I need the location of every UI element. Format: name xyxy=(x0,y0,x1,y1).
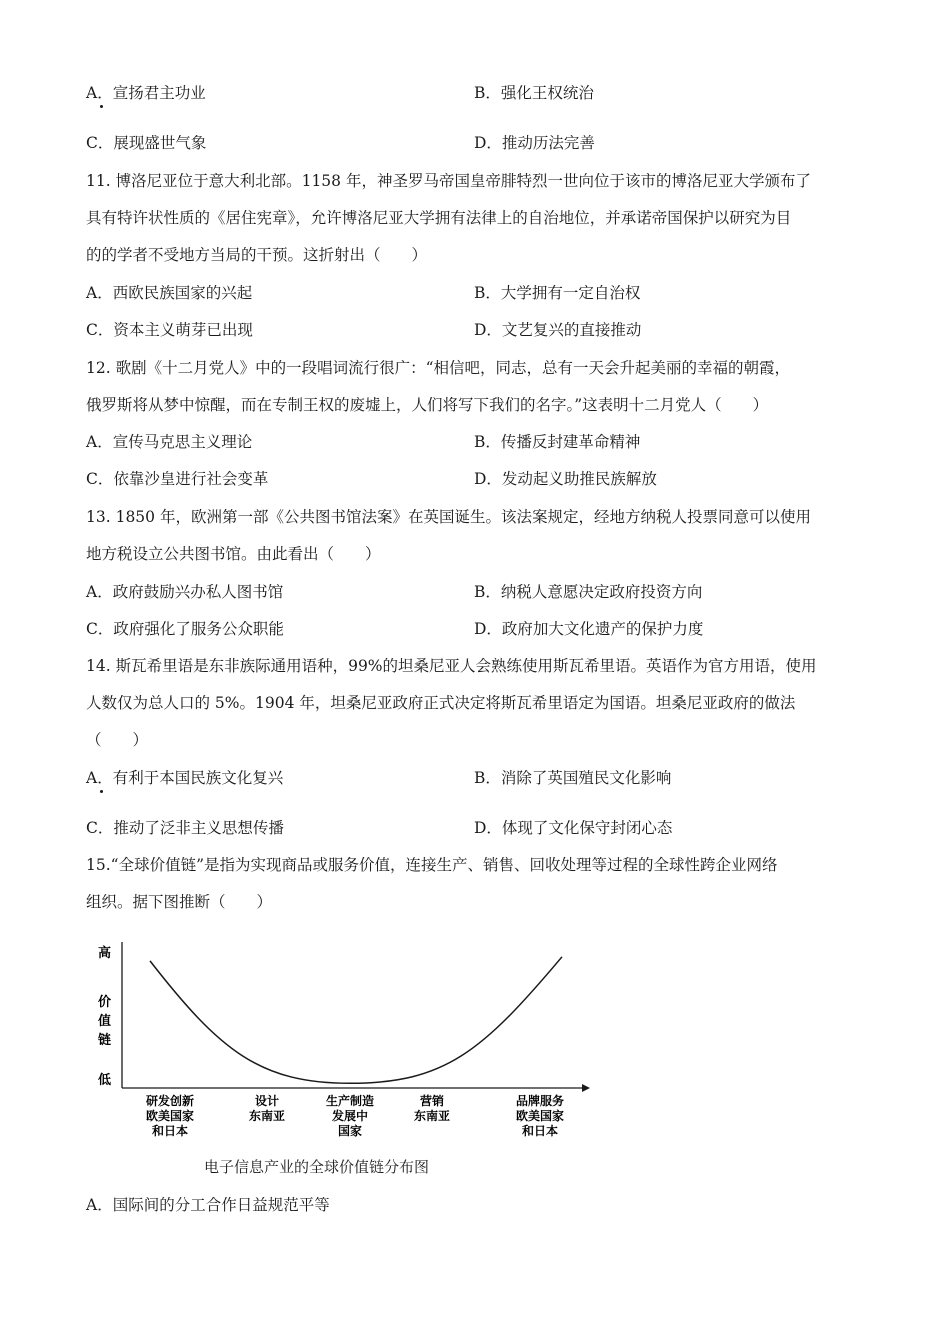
q10-option-d: D．推动历法完善 xyxy=(474,134,595,152)
value-chain-curve xyxy=(150,957,562,1083)
category-label: 品牌服务 xyxy=(515,1094,565,1108)
y-low-label: 低 xyxy=(98,1073,112,1088)
y-axis-label-char: 值 xyxy=(98,1014,112,1029)
q10-option-b: B．强化王权统治 xyxy=(474,84,594,102)
category-label: 和日本 xyxy=(521,1124,559,1138)
value-chain-chart xyxy=(92,938,602,1138)
q15-stem-line-2: 组织。据下图推断（ ） xyxy=(86,893,273,911)
category-labels xyxy=(145,1093,564,1138)
category-label: 东南亚 xyxy=(413,1109,451,1123)
q11-stem-line-1: 11. 博洛尼亚位于意大利北部。1158 年，神圣罗马帝国皇帝腓特烈一世向位于该市的博洛尼亚大学颁布了 xyxy=(86,172,811,190)
q12-option-d: D．发动起义助推民族解放 xyxy=(474,470,657,488)
q14-option-c: C．推动了泛非主义思想传播 xyxy=(86,819,284,837)
q12-option-c: C．依靠沙皇进行社会变革 xyxy=(86,470,269,488)
emphasis-dot xyxy=(100,105,103,108)
q12-stem-line-1: 12. 歌剧《十二月党人》中的一段唱词流行很广：“相信吧，同志，总有一天会升起美丽的幸福的朝霞， xyxy=(86,359,791,377)
q13-option-c: C．政府强化了服务公众职能 xyxy=(86,620,284,638)
q11-option-b: B．大学拥有一定自治权 xyxy=(474,284,641,302)
q14-option-b: B．消除了英国殖民文化影响 xyxy=(474,769,672,787)
q14-option-d: D．体现了文化保守封闭心态 xyxy=(474,819,673,837)
y-axis-label-char: 链 xyxy=(98,1033,112,1048)
y-high-label: 高 xyxy=(98,946,112,961)
q14-stem-line-2: 人数仅为总人口的 5%。1904 年，坦桑尼亚政府正式决定将斯瓦希里语定为国语。坦桑尼亚政府的做法 xyxy=(86,694,796,712)
q12-option-a: A．宣传马克思主义理论 xyxy=(86,433,253,451)
q11-option-c: C．资本主义萌芽已出现 xyxy=(86,321,253,339)
category-label: 和日本 xyxy=(151,1124,189,1138)
y-axis-label xyxy=(97,994,111,1048)
q15-stem-line-1: 15.“全球价值链”是指为实现商品或服务价值，连接生产、销售、回收处理等过程的全球性跨企业网络 xyxy=(86,856,778,874)
x-axis-arrow xyxy=(582,1084,590,1092)
q13-stem-line-2: 地方税设立公共图书馆。由此看出（ ） xyxy=(86,545,381,563)
q10-option-c: C．展现盛世气象 xyxy=(86,134,207,152)
category-label: 研发创新 xyxy=(145,1094,195,1108)
category-label: 东南亚 xyxy=(248,1109,286,1123)
q13-stem-line-1: 13. 1850 年，欧洲第一部《公共图书馆法案》在英国诞生。该法案规定，经地方纳税人投票同意可以使用 xyxy=(86,508,811,526)
q13-option-b: B．纳税人意愿决定政府投资方向 xyxy=(474,583,703,601)
category-label: 欧美国家 xyxy=(515,1109,565,1123)
q11-option-a: A．西欧民族国家的兴起 xyxy=(86,284,253,302)
category-label: 欧美国家 xyxy=(145,1109,195,1123)
q13-option-d: D．政府加大文化遗产的保护力度 xyxy=(474,620,704,638)
value-chain-figure xyxy=(92,938,602,1138)
category-label: 营销 xyxy=(419,1094,445,1108)
q10-option-a: A．宣扬君主功业 xyxy=(86,84,206,102)
category-label: 发展中 xyxy=(331,1109,369,1123)
q11-option-d: D．文艺复兴的直接推动 xyxy=(474,321,642,339)
category-label: 设计 xyxy=(254,1094,280,1108)
q12-option-b: B．传播反封建革命精神 xyxy=(474,433,641,451)
q14-option-a: A．有利于本国民族文化复兴 xyxy=(86,769,284,787)
q15-option-a: A．国际间的分工合作日益规范平等 xyxy=(86,1196,330,1214)
q14-stem-line-3: （ ） xyxy=(86,731,149,749)
q13-option-a: A．政府鼓励兴办私人图书馆 xyxy=(86,583,284,601)
q11-stem-line-2: 具有特许状性质的《居住宪章》，允许博洛尼亚大学拥有法律上的自治地位，并承诺帝国保护以研究为目 xyxy=(86,209,792,227)
category-label: 国家 xyxy=(337,1124,363,1138)
emphasis-dot xyxy=(100,790,103,793)
category-label: 生产制造 xyxy=(325,1094,375,1108)
q11-stem-line-3: 的的学者不受地方当局的干预。这折射出（ ） xyxy=(86,246,428,264)
y-axis-label-char: 价 xyxy=(98,995,112,1010)
figure-caption: 电子信息产业的全球价值链分布图 xyxy=(204,1158,430,1176)
q12-stem-line-2: 俄罗斯将从梦中惊醒，而在专制王权的废墟上，人们将写下我们的名字。”这表明十二月党人（ ） xyxy=(86,396,769,414)
q14-stem-line-1: 14. 斯瓦希里语是东非族际通用语种，99%的坦桑尼亚人会熟练使用斯瓦希里语。英语作为官方用语，使用 xyxy=(86,657,817,675)
